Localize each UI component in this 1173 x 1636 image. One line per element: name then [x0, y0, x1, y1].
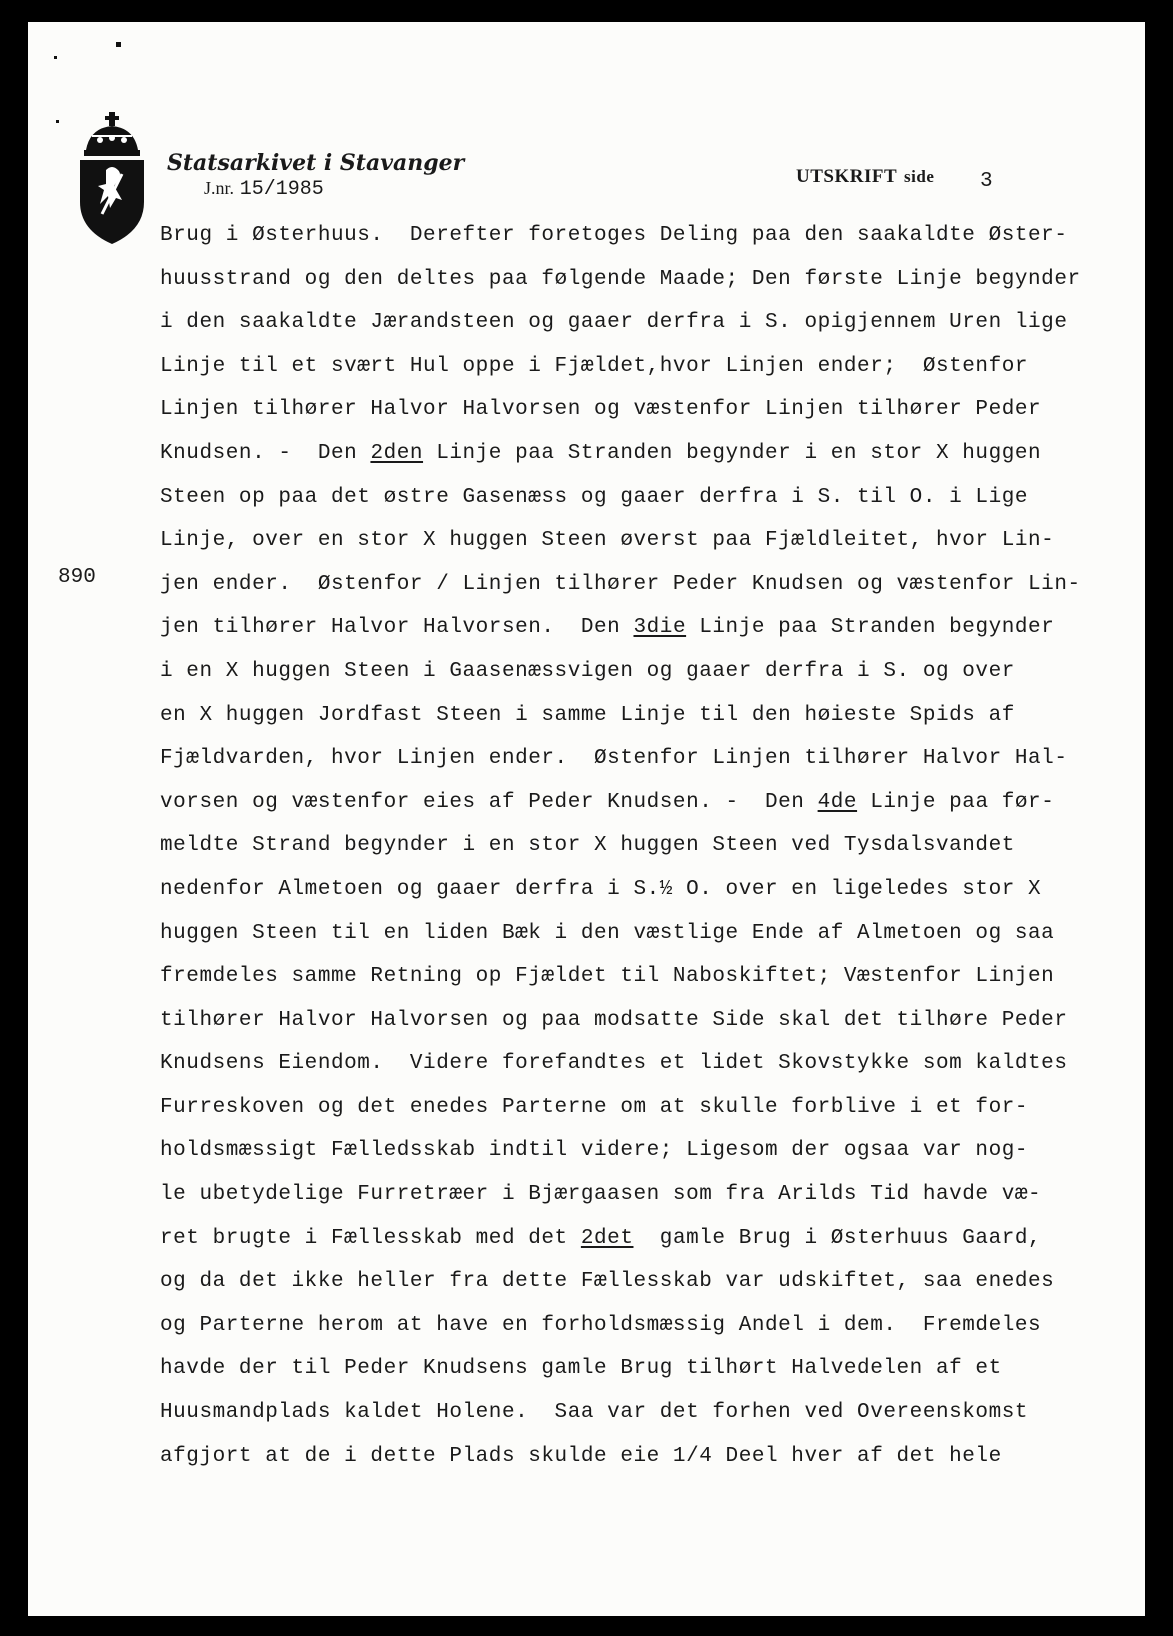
text-line: Linje, over en stor X huggen Steen øverst paa Fjældleitet, hvor Lin- — [160, 529, 1055, 553]
text-line: ret brugte i Fællesskab med det 2det gamle Brug i Østerhuus Gaard, — [160, 1226, 1042, 1250]
text-line: en X huggen Jordfast Steen i samme Linje til den høieste Spids af — [160, 703, 1015, 727]
text-line: holdsmæssigt Fælledsskab indtil videre; Ligesom der ogsaa var nog- — [160, 1139, 1029, 1163]
text-line: og da det ikke heller fra dette Fællesskab var udskiftet, saa enedes — [160, 1270, 1055, 1294]
text-line: Knudsen. - Den 2den Linje paa Stranden begynder i en stor X huggen — [160, 441, 1042, 465]
journal-number-value: 15/1985 — [239, 178, 324, 201]
text-line: havde der til Peder Knudsens gamle Brug tilhørt Halvedelen af et — [160, 1357, 1002, 1381]
text-line: Steen op paa det østre Gasenæss og gaaer derfra i S. til O. i Lige — [160, 485, 1029, 509]
text-line: Huusmandplads kaldet Holene. Saa var det forhen ved Overeenskomst — [160, 1401, 1029, 1425]
text-line: Knudsens Eiendom. Videre forefandtes et lidet Skovstykke som kaldtes — [160, 1052, 1068, 1076]
transcription-body — [160, 214, 1120, 1478]
text-line: tilhører Halvor Halvorsen og paa modsatte Side skal det tilhøre Peder — [160, 1008, 1068, 1032]
text-line: i en X huggen Steen i Gaasenæssvigen og gaaer derfra i S. og over — [160, 659, 1015, 683]
text-line: fremdeles samme Retning op Fjældet til Naboskiftet; Væstenfor Linjen — [160, 965, 1055, 989]
text-line: huggen Steen til en liden Bæk i den væstlige Ende af Almetoen og saa — [160, 921, 1055, 945]
text-line: huusstrand og den deltes paa følgende Maade; Den første Linje begynder — [160, 267, 1081, 291]
text-line: Brug i Østerhuus. Derefter foretoges Deling paa den saakaldte Øster- — [160, 224, 1068, 247]
scan-speck — [116, 42, 121, 47]
text-line: Linje til et svært Hul oppe i Fjældet,hvor Linjen ender; Østenfor — [160, 354, 1029, 378]
text-line: jen tilhører Halvor Halvorsen. Den 3die Linje paa Stranden begynder — [160, 616, 1055, 640]
text-line: Linjen tilhører Halvor Halvorsen og væstenfor Linjen tilhører Peder — [160, 398, 1042, 422]
document-page — [28, 22, 1145, 1616]
underlined-ordinal: 2det — [580, 1226, 634, 1250]
journal-number — [204, 178, 324, 201]
page-number: 3 — [980, 170, 993, 193]
scan-speck — [56, 120, 59, 123]
underlined-ordinal: 3die — [633, 616, 687, 640]
side-label: side — [904, 167, 935, 186]
text-line: jen ender. Østenfor / Linjen tilhører Peder Knudsen og væstenfor Lin- — [160, 572, 1081, 596]
journal-number-label: J.nr. — [204, 178, 235, 198]
margin-note: 890 — [58, 566, 96, 589]
text-line: og Parterne herom at have en forholdsmæssig Andel i dem. Fremdeles — [160, 1313, 1042, 1337]
coat-of-arms-icon — [76, 106, 148, 246]
utskrift-heading — [796, 166, 934, 188]
text-line: meldte Strand begynder i en stor X huggen Steen ved Tysdalsvandet — [160, 834, 1015, 858]
text-line: nedenfor Almetoen og gaaer derfra i S.½ O. over en ligeledes stor X — [160, 877, 1042, 901]
text-line: i den saakaldte Jærandsteen og gaaer derfra i S. opigjennem Uren lige — [160, 311, 1068, 335]
archive-name: Statsarkivet i Stavanger — [167, 150, 465, 176]
text-line: Furreskoven og det enedes Parterne om at skulle forblive i et for- — [160, 1095, 1029, 1119]
utskrift-label: UTSKRIFT — [796, 166, 897, 187]
text-line: Fjældvarden, hvor Linjen ender. Østenfor Linjen tilhører Halvor Hal- — [160, 747, 1068, 771]
underlined-ordinal: 4de — [817, 790, 858, 814]
text-line: afgjort at de i dette Plads skulde eie 1/4 Deel hver af det hele — [160, 1444, 1002, 1468]
text-line: vorsen og væstenfor eies af Peder Knudsen. - Den 4de Linje paa før- — [160, 790, 1055, 814]
text-line: le ubetydelige Furretræer i Bjærgaasen som fra Arilds Tid havde væ- — [160, 1183, 1042, 1207]
underlined-ordinal: 2den — [370, 441, 424, 465]
scan-speck — [54, 56, 57, 59]
